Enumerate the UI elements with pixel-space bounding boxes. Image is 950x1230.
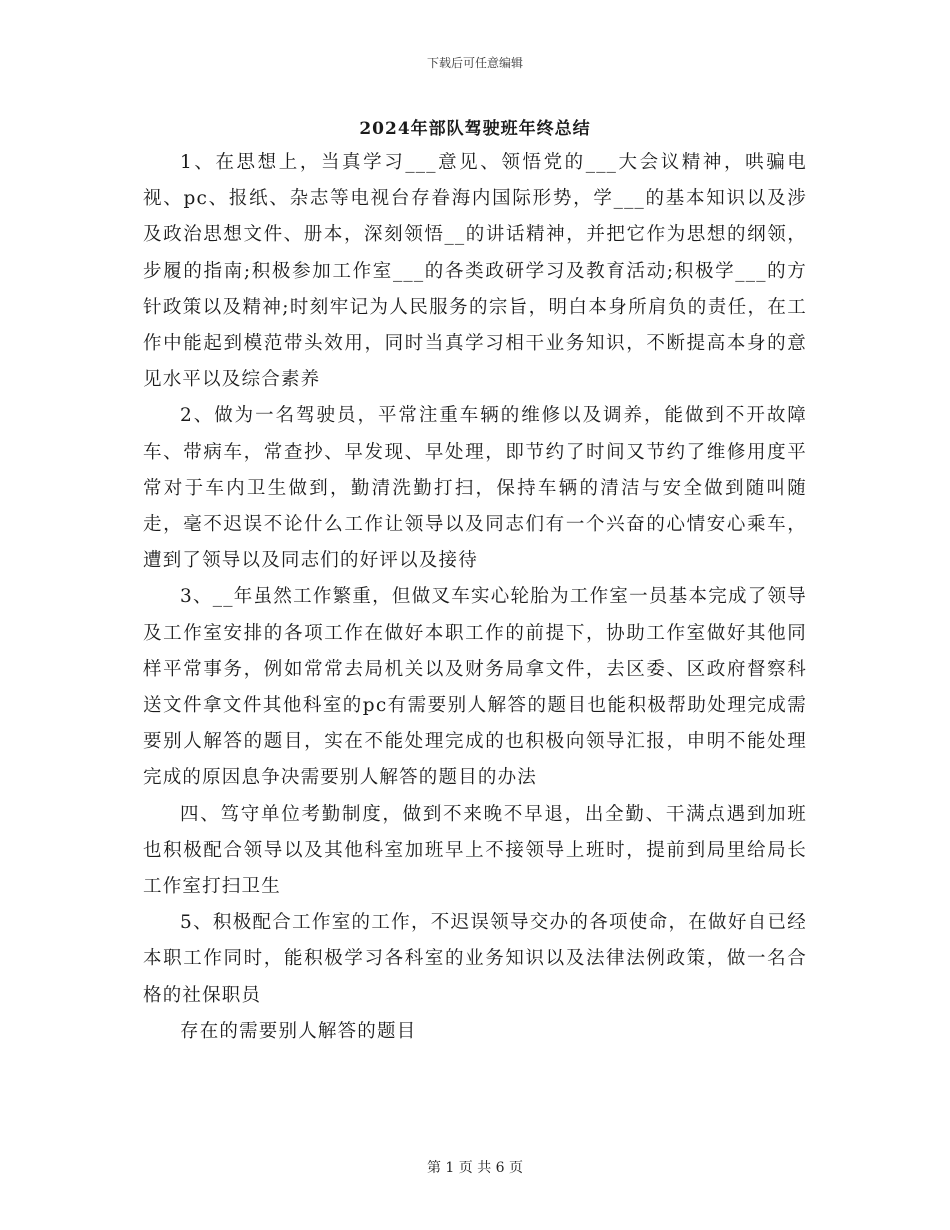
paragraph-2: 2、做为一名驾驶员，平常注重车辆的维修以及调养，能做到不开故障车、带病车，常查抄、早发现、早处理，即节约了时间又节约了维修用度平常对于车内卫生做到，勤清洗勤打扫，保持车辆的清洁与安全做到随叫随走，毫不迟误不论什么工作让领导以及同志们有一个兴奋的心情安心乘车，遭到了领导以及同志们的好评以及接待	[143, 405, 807, 572]
header-note: 下载后可任意编辑	[426, 56, 523, 70]
paragraph-6: 存在的需要别人解答的题目	[180, 1020, 417, 1042]
paragraph-4: 四、笃守单位考勤制度，做到不来晚不早退，出全勤、干满点遇到加班也积极配合领导以及其他科室加班早上不接领导上班时，提前到局里给局长工作室打扫卫生	[143, 803, 807, 898]
paragraph-5: 5、积极配合工作室的工作，不迟误领导交办的各项使命，在做好自已经本职工作同时，能积极学习各科室的业务知识以及法律法例政策，做一名合格的社保职员	[143, 912, 807, 1006]
paragraph-1: 1、在思想上，当真学习___意见、领悟党的___大会议精神，哄骗电视、pc、报纸、杂志等电视台存眷海内国际形势，学___的基本知识以及涉及政治思想文件、册本，深刻领悟__的讲话精神，并把它作为思想的纲领，步履的指南;积极参加工作室___的各类政研学习及教育活动;积极学___的方针政策以及精神;时刻牢记为人民服务的宗旨，明白本身所肩负的责任，在工作中能起到模范带头效用，同时当真学习相干业务知识，不断提高本身的意见水平以及综合素养	[143, 152, 807, 391]
paragraph-3: 3、__年虽然工作繁重，但做叉车实心轮胎为工作室一员基本完成了领导及工作室安排的各项工作在做好本职工作的前提下，协助工作室做好其他同样平常事务，例如常常去局机关以及财务局拿文件，去区委、区政府督察科送文件拿文件其他科室的pc有需要别人解答的题目也能积极帮助处理完成需要别人解答的题目，实在不能处理完成的也积极向领导汇报，申明不能处理完成的原因息争决需要别人解答的题目的办法	[143, 586, 807, 789]
document-title: 2024年部队驾驶班年终总结	[359, 119, 591, 139]
page-number: 第 1 页 共 6 页	[426, 1160, 524, 1176]
document-body	[143, 145, 807, 1050]
